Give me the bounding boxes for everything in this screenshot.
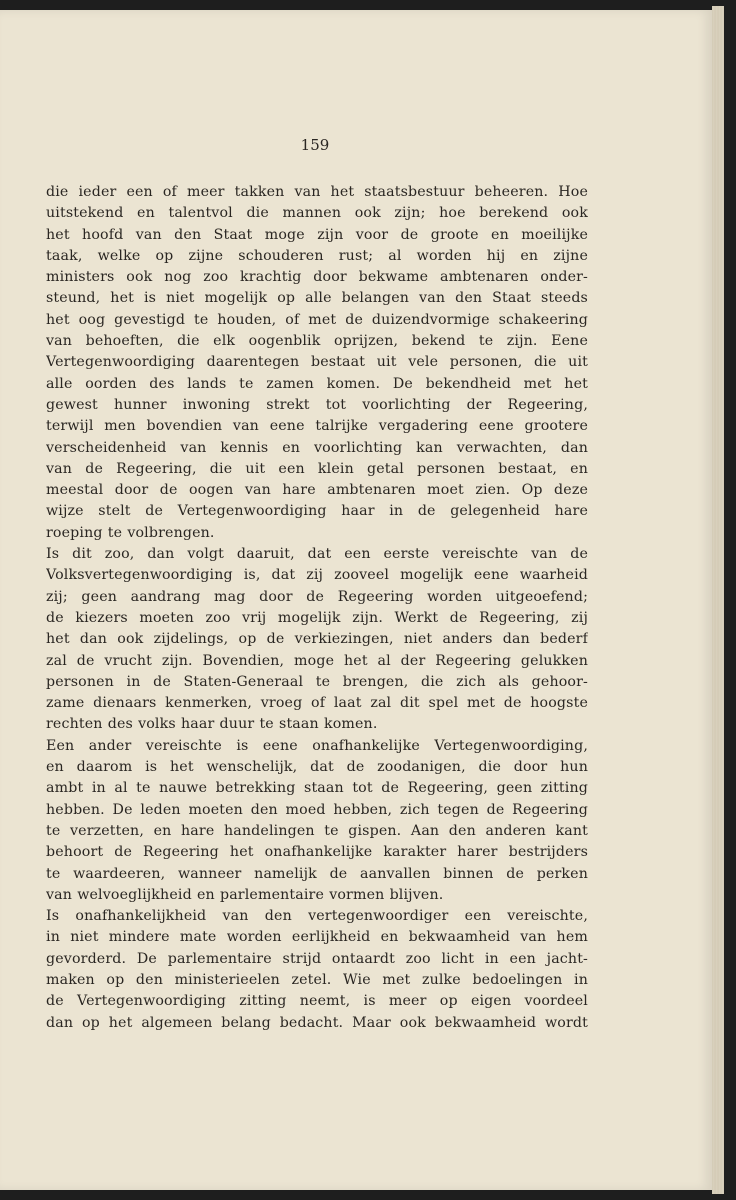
text-line: Een ander vereischte is eene onafhankelijke Vertegenwoordiging, (46, 737, 588, 754)
text-line: zame dienaars kenmerken, vroeg of laat zal dit spel met de hoogste (46, 695, 588, 712)
text-line: van behoeften, die elk oogenblik oprijzen, bekend te zijn. Eene (46, 333, 588, 350)
page-edge (712, 6, 724, 1194)
text-line: zij; geen aandrang mag door de Regeering worden uitgeoefend; (46, 588, 588, 605)
text-line: het dan ook zijdelings, op de verkiezingen, niet anders dan bederf (46, 631, 588, 648)
book-page (0, 10, 712, 1190)
page-number: 159 (300, 136, 330, 154)
text-line: in niet mindere mate worden eerlijkheid en bekwaamheid van hem (46, 929, 588, 946)
text-line: maken op den ministerieelen zetel. Wie met zulke bedoelingen in (46, 971, 588, 988)
text-line: roeping te volbrengen. (46, 524, 215, 541)
text-line: rechten des volks haar duur te staan komen. (46, 716, 378, 733)
text-line: wijze stelt de Vertegenwoordiging haar in de gelegenheid hare (46, 503, 588, 520)
text-line: dan op het algemeen belang bedacht. Maar ook bekwaamheid wordt (46, 1014, 588, 1031)
text-line: alle oorden des lands te zamen komen. De bekendheid met het (46, 375, 588, 392)
text-line: zal de vrucht zijn. Bovendien, moge het al der Regeering gelukken (46, 652, 588, 669)
text-line: taak, welke op zijne schouderen rust; al worden hij en zijne (46, 247, 588, 264)
text-line: verscheidenheid van kennis en voorlichting kan verwachten, dan (46, 439, 588, 456)
text-line: behoort de Regeering het onafhankelijke karakter harer bestrijders (46, 844, 588, 861)
text-line: Is onafhankelijkheid van den vertegenwoordiger een vereischte, (46, 908, 588, 925)
text-line: Vertegenwoordiging daarentegen bestaat uit vele personen, die uit (46, 354, 588, 371)
text-line: te verzetten, en hare handelingen te gispen. Aan den anderen kant (46, 822, 588, 839)
text-line: ambt in al te nauwe betrekking staan tot de Regeering, geen zitting (46, 780, 588, 797)
text-line: terwijl men bovendien van eene talrijke vergadering eene grootere (46, 418, 588, 435)
text-line: van welvoeglijkheid en parlementaire vormen blijven. (46, 886, 444, 903)
text-line: steund, het is niet mogelijk op alle belangen van den Staat steeds (46, 290, 588, 307)
body-text (46, 182, 588, 1034)
text-line: uitstekend en talentvol die mannen ook zijn; hoe berekend ook (46, 205, 588, 222)
text-line: gewest hunner inwoning strekt tot voorlichting der Regeering, (46, 396, 588, 413)
text-line: hebben. De leden moeten den moed hebben, zich tegen de Regeering (46, 801, 588, 818)
text-line: te waardeeren, wanneer namelijk de aanvallen binnen de perken (46, 865, 588, 882)
text-line: Volksvertegenwoordiging is, dat zij zooveel mogelijk eene waarheid (46, 567, 588, 584)
text-line: gevorderd. De parlementaire strijd ontaardt zoo licht in een jacht- (46, 950, 588, 967)
text-line: en daarom is het wenschelijk, dat de zoodanigen, die door hun (46, 759, 588, 776)
text-line: van de Regeering, die uit een klein getal personen bestaat, en (46, 460, 588, 477)
text-line: die ieder een of meer takken van het staatsbestuur beheeren. Hoe (46, 184, 588, 200)
text-line: de Vertegenwoordiging zitting neemt, is meer op eigen voordeel (46, 993, 588, 1010)
text-line: ministers ook nog zoo krachtig door bekwame ambtenaren onder- (46, 269, 588, 286)
text-line: het hoofd van den Staat moge zijn voor de groote en moeilijke (46, 226, 588, 243)
text-line: het oog gevestigd te houden, of met de duizendvormige schakeering (46, 311, 588, 328)
text-line: meestal door de oogen van hare ambtenaren moet zien. Op deze (46, 482, 588, 499)
text-line: personen in de Staten-Generaal te brengen, die zich als gehoor- (46, 673, 588, 690)
text-line: de kiezers moeten zoo vrij mogelijk zijn. Werkt de Regeering, zij (46, 609, 588, 626)
text-line: Is dit zoo, dan volgt daaruit, dat een eerste vereischte van de (46, 546, 588, 563)
